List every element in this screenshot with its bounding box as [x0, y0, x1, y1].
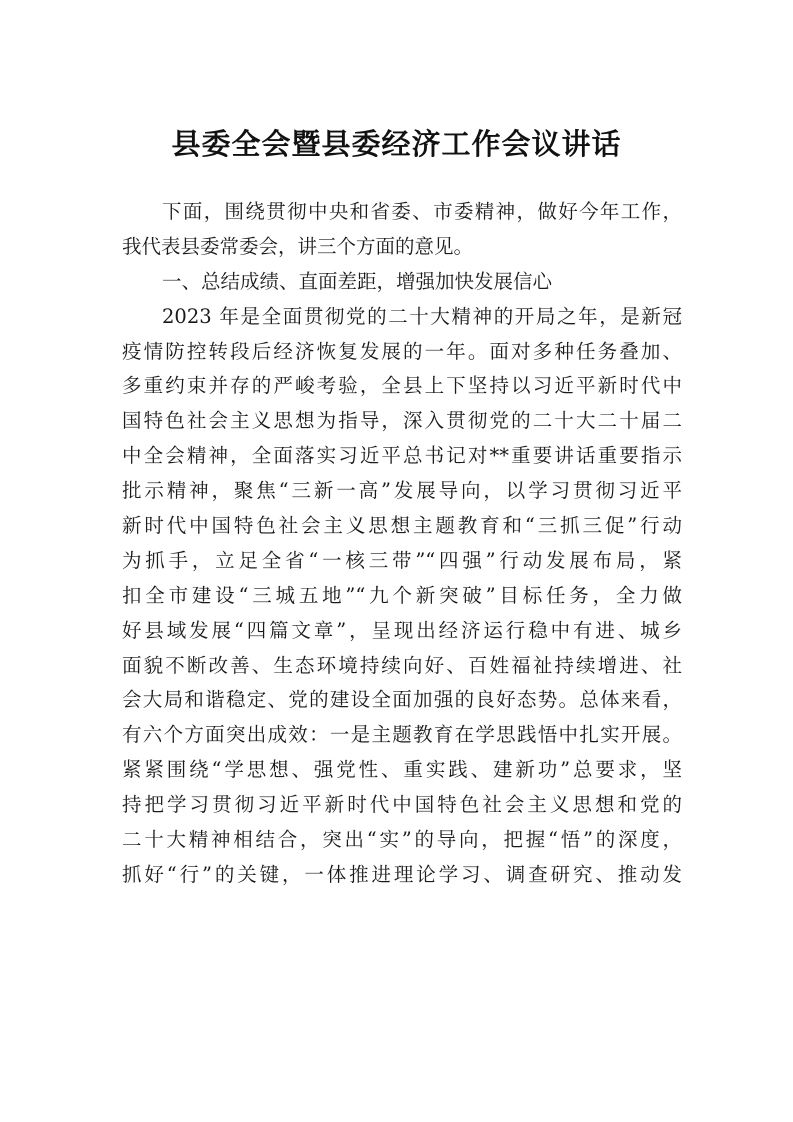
section-heading: 一、总结成绩、直面差距，增强加快发展信心 — [162, 269, 553, 293]
paragraph-line: 紧紧围绕“学思想、强党性、重实践、建新功”总要求，坚 — [122, 758, 682, 782]
paragraph-line: 为抓手，立足全省“一核三带”“四强”行动发展布局，紧 — [122, 548, 682, 572]
paragraph-line: 持把学习贯彻习近平新时代中国特色社会主义思想和党的 — [122, 793, 682, 817]
paragraph-line: 多重约束并存的严峻考验，全县上下坚持以习近平新时代中 — [122, 374, 682, 398]
paragraph-line: 新时代中国特色社会主义思想主题教育和“三抓三促”行动 — [122, 514, 682, 538]
paragraph-line: 2023 年是全面贯彻党的二十大精神的开局之年，是新冠 — [162, 304, 682, 328]
paragraph-line: 抓好“行”的关键，一体推进理论学习、调查研究、推动发 — [122, 862, 682, 886]
paragraph-line: 疫情防控转段后经济恢复发展的一年。面对多种任务叠加、 — [122, 339, 682, 363]
paragraph-line: 国特色社会主义思想为指导，深入贯彻党的二十大二十届二 — [122, 409, 682, 433]
paragraph-line: 扣全市建设“三城五地”“九个新突破”目标任务，全力做 — [122, 583, 682, 607]
paragraph-line: 会大局和谐稳定、党的建设全面加强的良好态势。总体来看， — [122, 688, 682, 712]
page-title: 县委全会暨县委经济工作会议讲话 — [171, 127, 622, 161]
document-body — [122, 195, 682, 893]
paragraph-line: 二十大精神相结合，突出“实”的导向，把握“悟”的深度， — [122, 828, 682, 852]
paragraph-line: 批示精神，聚焦“三新一高”发展导向，以学习贯彻习近平 — [122, 479, 682, 503]
paragraph-line: 面貌不断改善、生态环境持续向好、百姓福祉持续增进、社 — [122, 653, 682, 677]
paragraph-line: 下面，围绕贯彻中央和省委、市委精神，做好今年工作， — [162, 200, 682, 223]
paragraph-line: 我代表县委常委会，讲三个方面的意见。 — [122, 234, 474, 258]
paragraph-line: 中全会精神，全面落实习近平总书记对**重要讲话重要指示 — [122, 444, 682, 468]
paragraph-line: 好县域发展“四篇文章”，呈现出经济运行稳中有进、城乡 — [122, 618, 682, 642]
paragraph-line: 有六个方面突出成效：一是主题教育在学思践悟中扎实开展。 — [122, 723, 682, 747]
